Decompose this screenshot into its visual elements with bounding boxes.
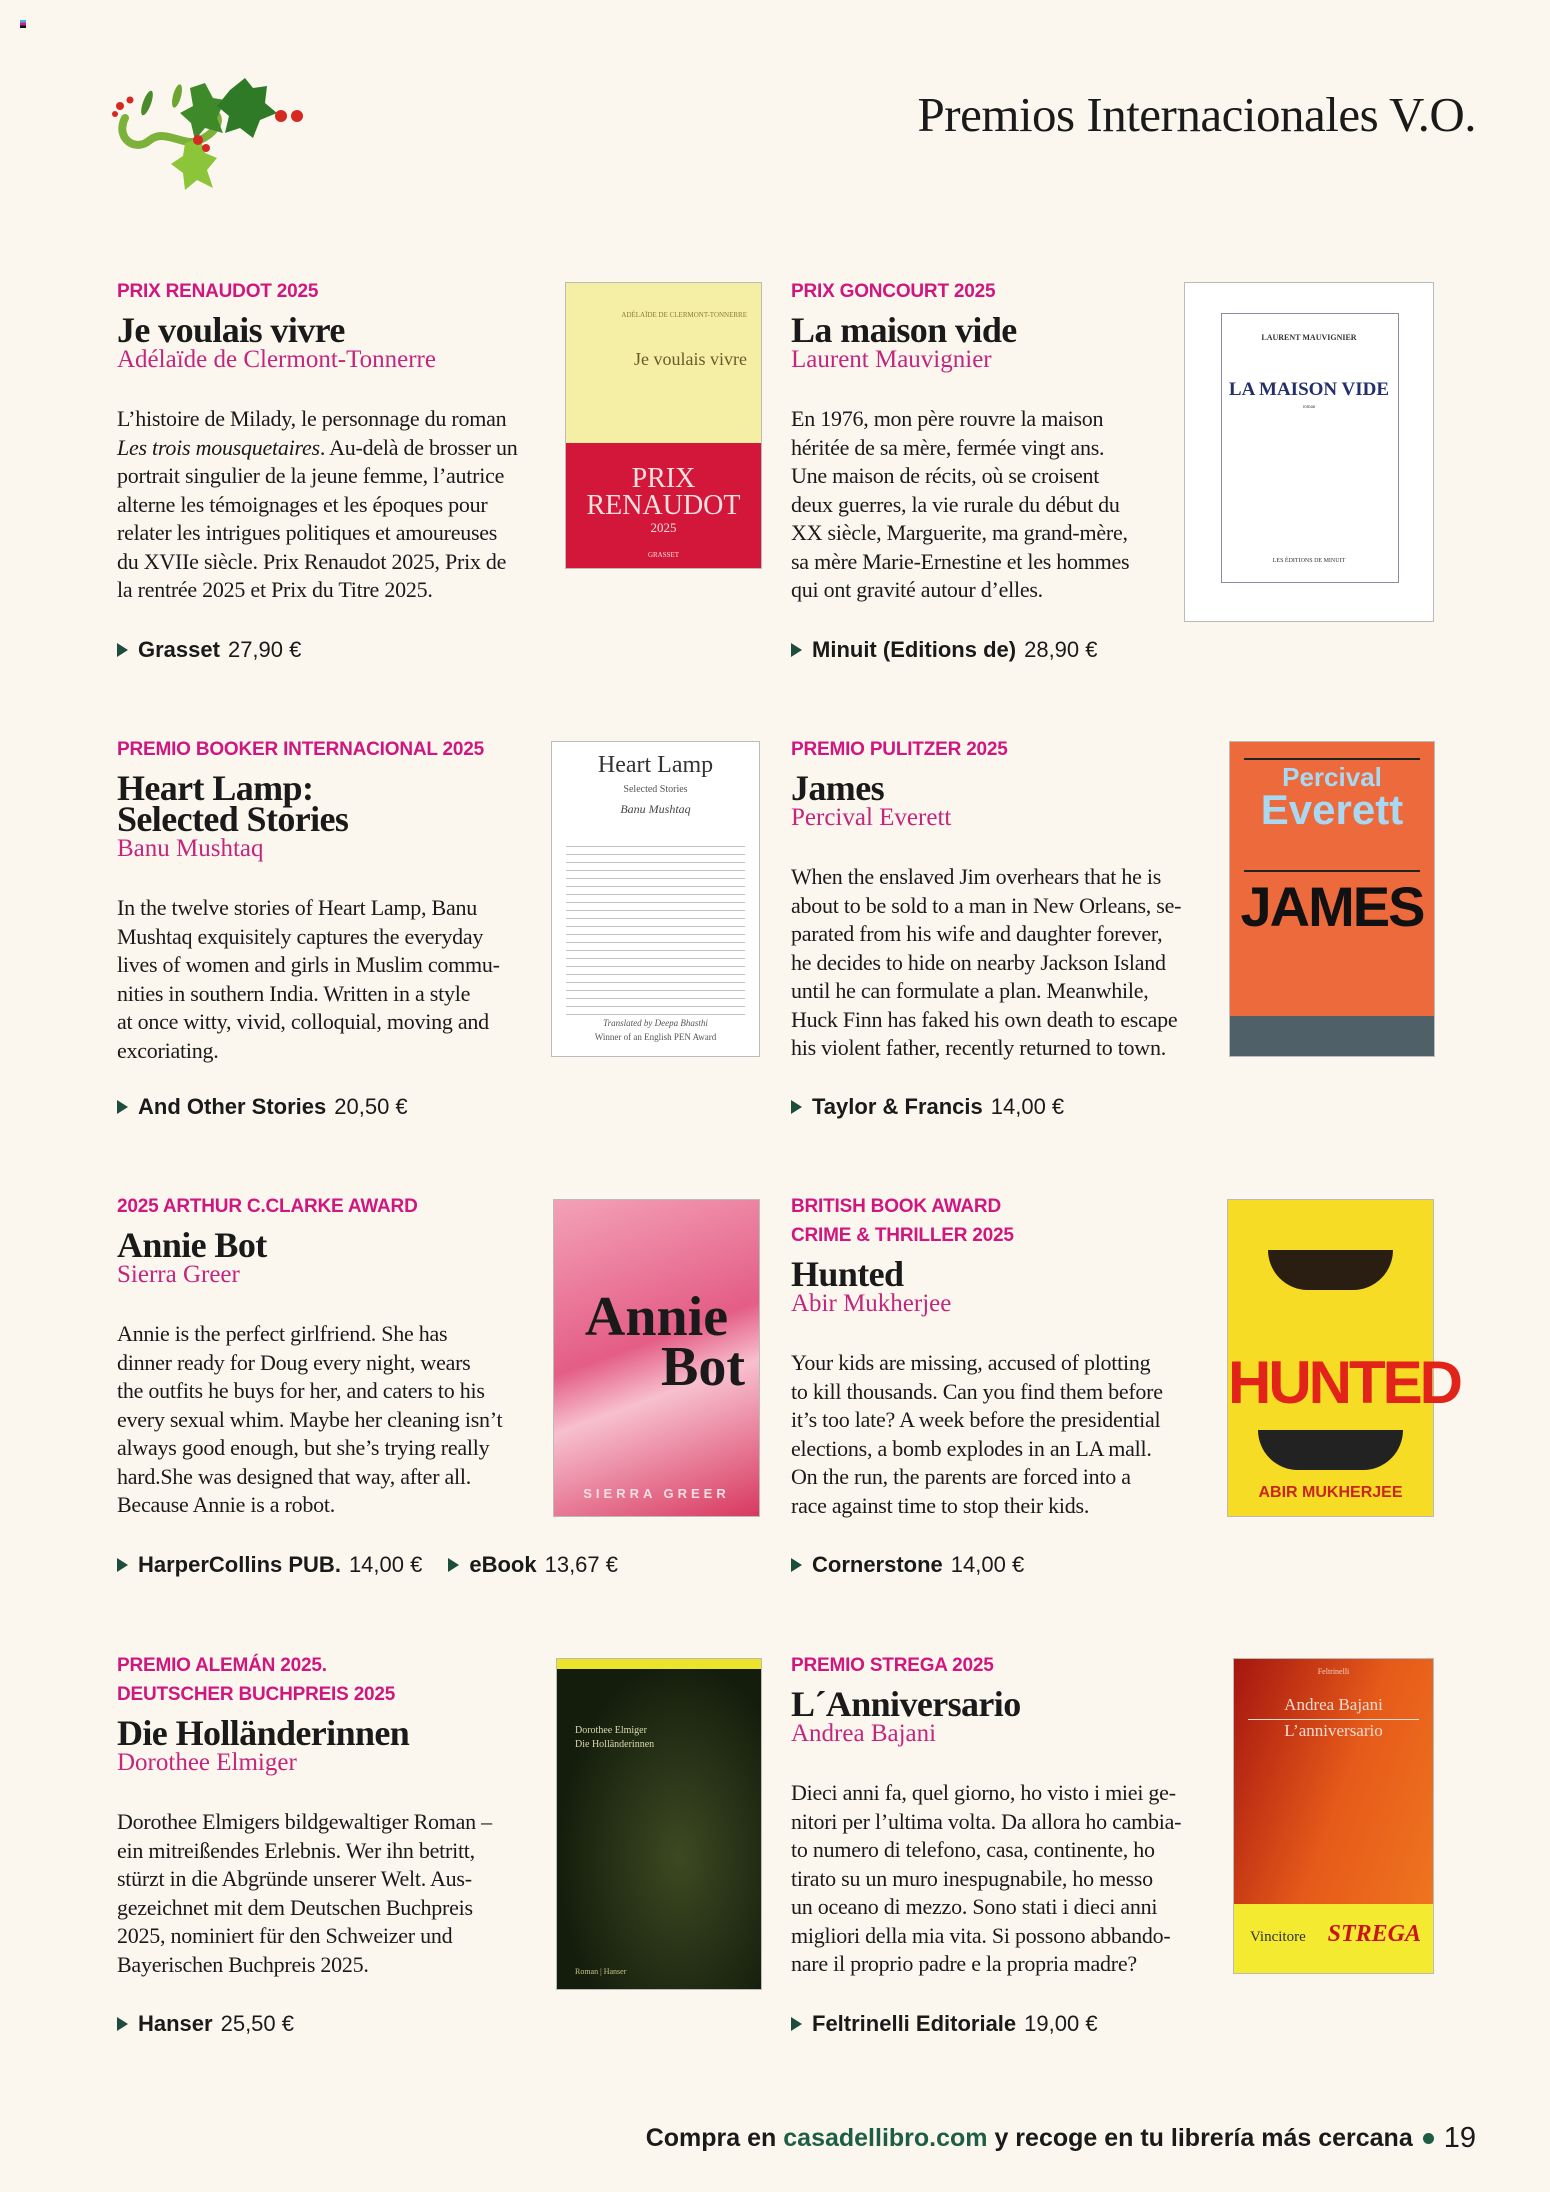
cover-prize: 2025 [650,520,677,535]
description-line: every sexual whim. Maybe her cleaning isn’t [117,1406,503,1432]
description-line: Dorothee Elmigers bildgewaltiger Roman – [117,1809,492,1834]
price: 13,67 € [544,1552,618,1577]
book-author: Dorothee Elmiger [117,1749,297,1776]
cover-author: ADÉLAÏDE DE CLERMONT-TONNERRE [621,311,747,319]
book-title [791,768,1181,808]
cover-title: HUNTED [1228,1349,1460,1416]
book-cover-image[interactable] [1227,1199,1460,1517]
publisher-name: Taylor & Francis [812,1094,983,1119]
description-line: Because Annie is a robot. [117,1492,335,1517]
book-author: Laurent Mauvignier [791,346,992,373]
description-line: hard.She was designed that way, after all. [117,1463,472,1489]
book-author: Sierra Greer [117,1261,240,1288]
book-description [791,1349,1163,1520]
book-description [117,1808,492,1979]
description-line: until he can formulate a plan. Meanwhile, [791,978,1149,1003]
purchase-link[interactable] [791,636,1098,664]
book-cover-image[interactable] [565,282,762,569]
description-line: excoriating. [117,1037,219,1063]
purchase-options [791,636,1124,664]
price: 28,90 € [1024,637,1098,662]
award-line: PRIX GONCOURT 2025 [791,281,996,302]
price: 27,90 € [227,637,302,662]
publisher-name: Feltrinelli Editoriale [812,2011,1017,2036]
book-description [117,1320,502,1520]
award-line: DEUTSCHER BUCHPREIS 2025 [117,1684,396,1705]
award-label [791,1651,1181,1680]
description-line: In the twelve stories of Heart Lamp, Banu [117,895,477,920]
description-line: nitori per l’ultima volta. Da allora ho cambia- [791,1808,1182,1834]
footer-suffix: y recoge en tu librería más cercana [987,2124,1413,2152]
price: 14,00 € [348,1552,423,1577]
purchase-options [117,2010,320,2038]
price: 25,50 € [220,2011,294,2036]
description-text: . Au-delà de brosser un [319,434,518,460]
description-line: the outfits he buys for her, and caters to his [117,1378,485,1403]
cover-title: LA MAISON VIDE [1228,379,1390,400]
award-line: PREMIO STREGA 2025 [791,1655,994,1676]
description-line: migliori della mia vita. Si possono abbando- [791,1922,1171,1948]
cover-title: Die Holländerinnen [575,1739,655,1750]
publisher-name: HarperCollins PUB. [138,1552,341,1577]
purchase-options [791,1093,1090,1121]
cover-title: Je voulais vivre [634,349,747,369]
price: 14,00 € [950,1552,1025,1577]
book-title-line: Hunted [791,1254,904,1294]
cover-prize: STREGA [1327,1921,1421,1947]
book-author: Andrea Bajani [791,1720,937,1747]
award-line: PREMIO PULITZER 2025 [791,739,1008,760]
description-line: elections, a bomb explodes in an LA mall. [791,1435,1152,1461]
cover-label: Vincitore [1250,1929,1306,1945]
cover-title: L’anniversario [1284,1721,1383,1740]
cover-prize: RENAUDOT [586,490,741,521]
award-label [117,277,518,306]
description-line: héritée de sa mère, fermée vingt ans. [791,434,1105,460]
book-card [791,277,1129,605]
description-line [117,434,518,463]
description-line: En 1976, mon père rouvre la maison [791,406,1104,431]
description-line: un oceano di mezzo. Sono stati i dieci anni [791,1894,1158,1919]
price: 19,00 € [1024,2011,1098,2036]
purchase-options [791,1551,1050,1579]
description-line: ein mitreißendes Erlebnis. Wer ihn betritt, [117,1837,475,1863]
description-line: L’histoire de Milady, le personnage du roman [117,406,507,431]
award-label [791,735,1181,764]
description-line: to kill thousands. Can you find them before [791,1378,1163,1404]
award-line: PREMIO BOOKER INTERNACIONAL 2025 [117,739,484,760]
description-line: alterne les témoignages et les époques pour [117,491,488,517]
description-line: Dieci anni fa, quel giorno, ho visto i miei ge- [791,1780,1176,1805]
award-line: 2025 ARTHUR C.CLARKE AWARD [117,1196,418,1217]
description-line: race against time to stop their kids. [791,1492,1090,1518]
book-cover-image[interactable] [553,1199,760,1517]
book-title-line: La maison vide [791,310,1017,350]
description-line: to numero di telefono, casa, continente, ho [791,1837,1155,1862]
publisher-name: Cornerstone [812,1552,943,1577]
description-line: On the run, the parents are forced into a [791,1464,1131,1489]
cover-author: LAURENT MAUVIGNIER [1261,333,1357,342]
price: 20,50 € [334,1094,408,1119]
cover-publisher: Feltrinelli [1317,1667,1350,1676]
book-title-line: L´Anniversario [791,1684,1021,1724]
description-line: du XVIIe siècle. Prix Renaudot 2025, Prix de [117,548,507,574]
footer-promo [646,2122,1476,2155]
book-card [117,1651,492,1979]
book-description [791,863,1181,1063]
book-card [791,1651,1181,1979]
description-line: Une maison de récits, où se croisent [791,463,1100,488]
description-line: dinner ready for Doug every night, wears [117,1349,471,1375]
book-title [117,768,500,839]
award-line: PREMIO ALEMÁN 2025. [117,1655,327,1676]
description-line: he decides to hide on nearby Jackson Island [791,949,1166,975]
cover-genre: roman [1302,405,1316,410]
cover-title: JAMES [1240,875,1424,938]
price: 14,00 € [990,1094,1065,1119]
purchase-link[interactable] [791,1551,1024,1579]
publisher-name: Hanser [138,2011,213,2036]
description-line: lives of women and girls in Muslim commu- [117,952,500,977]
award-line: BRITISH BOOK AWARD [791,1196,1001,1217]
play-triangle-icon [117,643,128,657]
description-line: deux guerres, la vie rurale du début du [791,491,1120,517]
book-cover-image[interactable] [1184,282,1434,622]
description-line: tirato su un muro inespugnabile, ho messo [791,1865,1153,1891]
description-line: always good enough, but she’s trying really [117,1435,490,1460]
description-line: at once witty, vivid, colloquial, moving and [117,1009,489,1034]
play-triangle-icon [448,1558,459,1572]
book-title [791,1254,1163,1294]
book-title-line: Die Holländerinnen [117,1713,410,1753]
book-card [117,735,500,1065]
cover-publisher: LES ÉDITIONS DE MINUIT [1272,558,1346,564]
description-line: stürzt in die Abgründe unserer Welt. Aus- [117,1866,472,1891]
purchase-options [117,1093,434,1121]
purchase-link[interactable] [117,1551,422,1579]
description-line: parated from his wife and daughter forever, [791,921,1163,946]
play-triangle-icon [117,1558,128,1572]
book-title [117,1225,502,1265]
book-title-line: James [791,768,884,808]
cover-title: Annie [584,1286,729,1348]
book-card [791,735,1181,1063]
play-triangle-icon [791,643,802,657]
award-label [791,1192,1163,1250]
book-cover-image[interactable] [1233,1658,1434,1974]
book-title-line: Selected Stories [117,799,349,839]
purchase-link[interactable] [791,2010,1098,2038]
purchase-link[interactable] [117,2010,294,2038]
purchase-options [117,1551,644,1579]
purchase-link[interactable] [117,1093,408,1121]
description-line: portrait singulier de la jeune femme, l’autrice [117,463,505,488]
book-card [117,277,518,605]
award-label [117,735,500,764]
book-description [791,1779,1181,1979]
description-line: sa mère Marie-Ernestine et les hommes [791,548,1130,574]
cover-translator: Translated by Deepa Bhasthi [603,1018,708,1028]
description-emphasis: Les trois mousquetaires [117,434,320,460]
description-line: his violent father, recently returned to town. [791,1035,1166,1060]
book-description [117,894,500,1065]
description-line: qui ont gravité autour d’elles. [791,577,1043,602]
award-line: CRIME & THRILLER 2025 [791,1225,1014,1246]
publisher-name: Grasset [138,637,220,662]
book-cover-image[interactable] [551,741,760,1057]
book-card [117,1192,502,1520]
book-author: Percival Everett [791,804,952,831]
description-line: gezeichnet mit dem Deutschen Buchpreis [117,1894,473,1920]
cover-subtitle: Selected Stories [623,784,688,795]
publisher-name: Minuit (Editions de) [812,637,1017,662]
cover-author: Dorothee Elmiger [575,1725,647,1736]
description-line: Mushtaq exquisitely captures the everyday [117,923,484,949]
purchase-link[interactable] [791,1093,1064,1121]
play-triangle-icon [791,1100,802,1114]
cover-author: Andrea Bajani [1284,1695,1383,1714]
book-title [117,310,518,350]
registration-mark [20,20,26,28]
description-line: about to be sold to a man in New Orleans, se- [791,892,1182,918]
book-title-line: Annie Bot [117,1225,267,1265]
purchase-options [117,636,327,664]
award-label [117,1192,502,1221]
book-title-line: Heart Lamp: [117,768,314,808]
description-line: Bayerischen Buchpreis 2025. [117,1951,369,1977]
cover-author: ABIR MUKHERJEE [1258,1484,1403,1501]
page-title: Premios Internacionales V.O. [917,87,1476,142]
cover-title: Heart Lamp [597,752,714,778]
cover-title: Bot [661,1336,745,1398]
cover-author: SIERRA GREER [583,1486,730,1501]
description-line: Annie is the perfect girlfriend. She has [117,1321,448,1346]
cover-publisher: Roman | Hanser [575,1967,627,1976]
book-description [791,405,1129,605]
award-line: PRIX RENAUDOT 2025 [117,281,319,302]
description-line: 2025, nominiert für den Schweizer und [117,1923,453,1948]
description-line: XX siècle, Marguerite, ma grand-mère, [791,520,1128,545]
book-title-line: Je voulais vivre [117,310,345,350]
purchase-link[interactable] [117,636,301,664]
description-line: When the enslaved Jim overhears that he is [791,864,1162,889]
award-label [117,1651,492,1709]
cover-author: Percival [1282,762,1382,792]
description-line: nare il proprio padre e la propria madre? [791,1951,1137,1976]
book-card [791,1192,1163,1520]
book-title [117,1713,492,1753]
book-author: Banu Mushtaq [117,835,264,862]
bullet-dot-icon [1423,2133,1434,2144]
store-link[interactable]: casadellibro.com [783,2124,988,2152]
book-title [791,310,1129,350]
book-author: Adélaïde de Clermont-Tonnerre [117,346,436,373]
play-triangle-icon [791,2017,802,2031]
book-title [791,1684,1181,1724]
book-description [117,405,518,605]
holly-decoration-icon [105,78,400,198]
purchase-link[interactable] [448,1551,618,1579]
description-line: relater les intrigues politiques et amoureuses [117,520,498,545]
description-line: la rentrée 2025 et Prix du Titre 2025. [117,577,433,602]
book-cover-image[interactable] [556,1658,762,1990]
cover-author: Everett [1260,786,1404,833]
description-line: it’s too late? A week before the presidential [791,1407,1161,1432]
description-line: nities in southern India. Written in a style [117,980,471,1006]
purchase-options [791,2010,1124,2038]
award-label [791,277,1129,306]
book-author: Abir Mukherjee [791,1290,952,1317]
description-line: Huck Finn has faked his own death to escape [791,1006,1178,1032]
play-triangle-icon [117,2017,128,2031]
play-triangle-icon [117,1100,128,1114]
footer-prefix: Compra en [645,2124,784,2152]
play-triangle-icon [791,1558,802,1572]
publisher-name: And Other Stories [138,1094,327,1119]
cover-publisher: GRASSET [647,551,680,559]
publisher-name: eBook [469,1552,537,1577]
book-cover-image[interactable] [1229,741,1435,1057]
description-line: Your kids are missing, accused of plotting [791,1350,1151,1375]
cover-award: Winner of an English PEN Award [594,1032,717,1042]
cover-author: Banu Mushtaq [620,802,691,816]
page-number: 19 [1443,2122,1476,2154]
cover-prize: PRIX [631,463,696,494]
